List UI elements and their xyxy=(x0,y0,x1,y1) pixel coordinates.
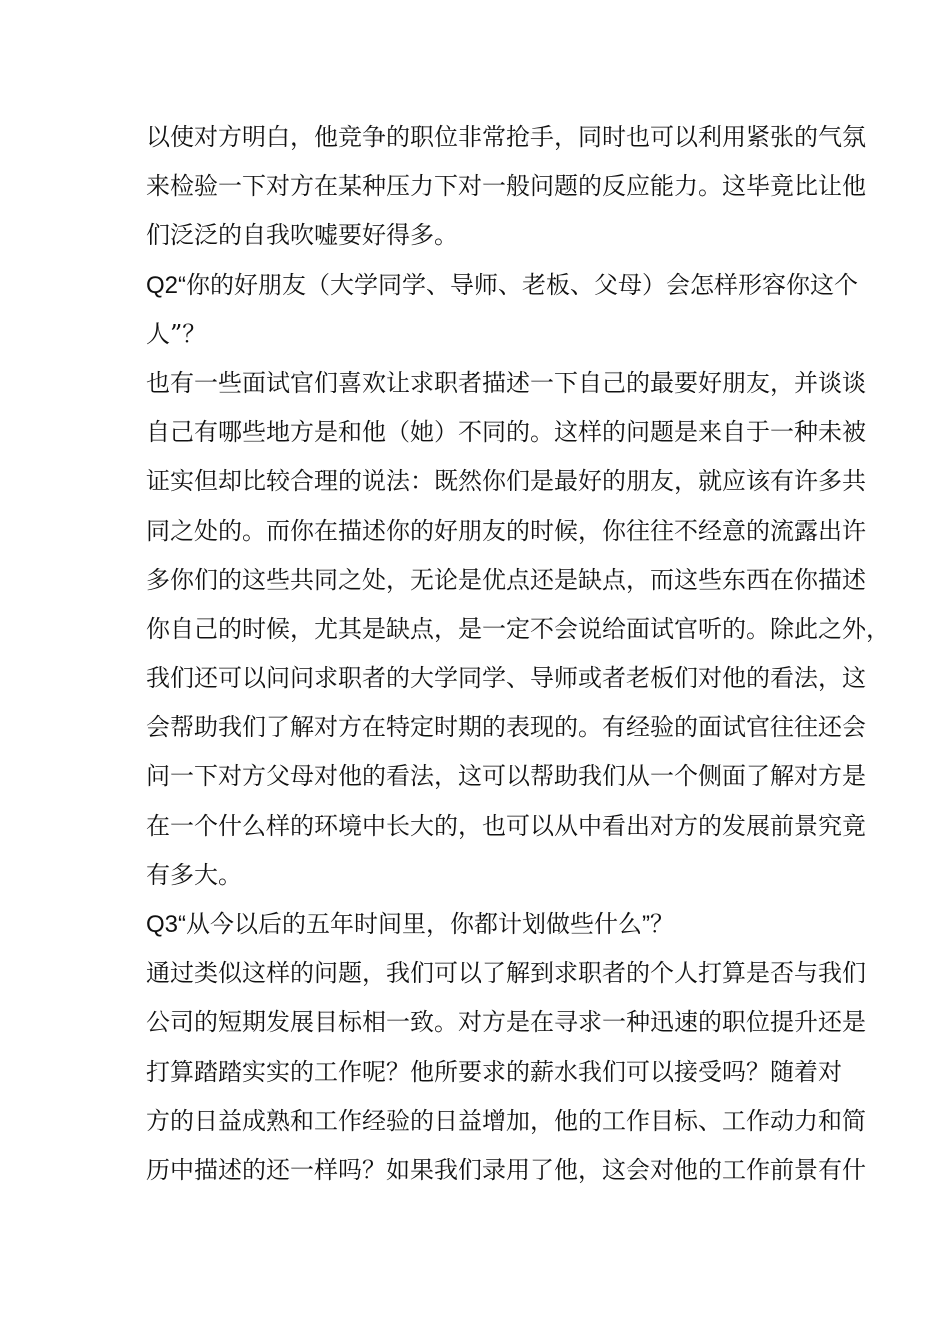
paragraph-line: 通过类似这样的问题，我们可以了解到求职者的个人打算是否与我们 xyxy=(146,959,866,988)
paragraph-line: 以使对方明白，他竞争的职位非常抢手，同时也可以利用紧张的气氛 xyxy=(146,123,866,151)
question-heading-q2: Q2“你的好朋友（大学同学、导师、老板、父母）会怎样形容你这个 xyxy=(146,271,859,299)
paragraph-line: 自己有哪些地方是和他（她）不同的。这样的问题是来自于一种未被 xyxy=(146,418,866,447)
question-heading-q2-end: 人”？ xyxy=(146,319,207,348)
paragraph-line: 打算踏踏实实的工作呢？他所要求的薪水我们可以接受吗？随着对 xyxy=(146,1057,842,1086)
paragraph-line: 也有一些面试官们喜欢让求职者描述一下自己的最要好朋友，并谈谈 xyxy=(146,368,866,397)
paragraph-line: 问一下对方父母对他的看法，这可以帮助我们从一个侧面了解对方是 xyxy=(146,762,866,791)
paragraph-line: 多你们的这些共同之处，无论是优点还是缺点，而这些东西在你描述 xyxy=(146,565,866,594)
paragraph-line: 证实但却比较合理的说法：既然你们是最好的朋友，就应该有许多共 xyxy=(146,467,866,496)
paragraph-line: 历中描述的还一样吗？如果我们录用了他，这会对他的工作前景有什 xyxy=(146,1155,866,1184)
paragraph-line: 同之处的。而你在描述你的好朋友的时候，你往往不经意的流露出许 xyxy=(146,516,866,545)
paragraph-line: 来检验一下对方在某种压力下对一般问题的反应能力。这毕竟比让他 xyxy=(146,172,866,201)
paragraph-line: 方的日益成熟和工作经验的日益增加，他的工作目标、工作动力和简 xyxy=(146,1106,866,1135)
question-heading-q3: Q3“从今以后的五年时间里，你都计划做些什么”？ xyxy=(146,911,674,938)
paragraph-line: 们泛泛的自我吹嘘要好得多。 xyxy=(146,221,458,250)
paragraph-line: 我们还可以问问求职者的大学同学、导师或者老板们对他的看法，这 xyxy=(146,664,866,693)
paragraph-line: 你自己的时候，尤其是缺点，是一定不会说给面试官听的。除此之外， xyxy=(146,614,890,643)
document-body xyxy=(146,113,890,1195)
paragraph-line: 在一个什么样的环境中长大的，也可以从中看出对方的发展前景究竟 xyxy=(146,811,866,840)
paragraph-line: 有多大。 xyxy=(146,860,242,889)
paragraph-line: 会帮助我们了解对方在特定时期的表现的。有经验的面试官往往还会 xyxy=(146,713,866,742)
paragraph-line: 公司的短期发展目标相一致。对方是在寻求一种迅速的职位提升还是 xyxy=(146,1008,866,1037)
